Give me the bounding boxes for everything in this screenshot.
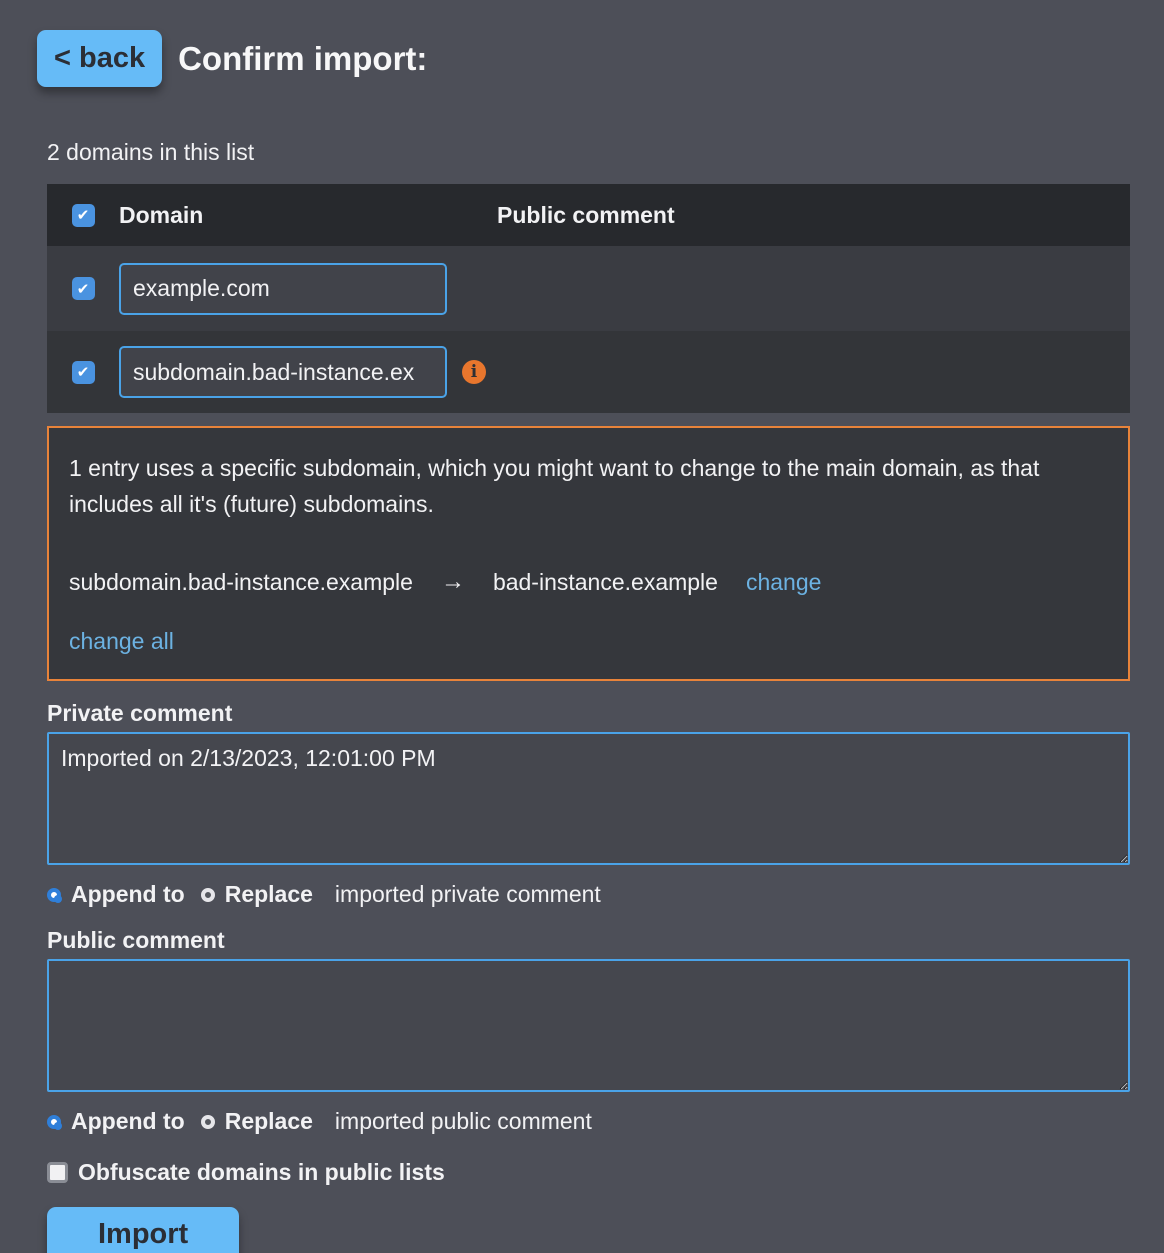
warning-message: 1 entry uses a specific subdomain, which you might want to change to the main domain, as that includes all it's (future) subdomains. — [69, 455, 1040, 517]
subdomain-warning-box — [47, 426, 1130, 681]
replace-radio-label: Replace — [224, 1108, 313, 1134]
table-row — [47, 331, 1130, 413]
arrow-right-icon: → — [440, 568, 465, 595]
import-button[interactable]: Import — [47, 1207, 239, 1253]
row-checkbox[interactable]: ✔ — [72, 361, 95, 384]
private-comment-mode-row — [47, 881, 1130, 908]
radio-group-suffix: imported private comment — [334, 881, 601, 907]
domain-input[interactable] — [119, 346, 447, 398]
domain-change-row — [69, 568, 1108, 596]
public-comment-mode-row — [47, 1108, 1130, 1135]
change-all-link[interactable]: change all — [69, 628, 174, 654]
page-title: Confirm import: — [178, 39, 428, 77]
replace-radio[interactable] — [201, 888, 215, 902]
replace-radio-label: Replace — [224, 881, 313, 907]
domain-input[interactable] — [119, 263, 447, 315]
table-header-row — [47, 184, 1130, 246]
private-comment-label: Private comment — [47, 700, 233, 726]
column-header-public-comment: Public comment — [497, 201, 675, 228]
from-domain: subdomain.bad-instance.example — [69, 568, 413, 595]
domain-count-text: 2 domains in this list — [47, 139, 255, 165]
column-header-domain: Domain — [119, 201, 204, 228]
private-comment-textarea[interactable] — [47, 732, 1130, 865]
radio-group-suffix: imported public comment — [334, 1108, 592, 1134]
change-link[interactable]: change — [745, 568, 822, 595]
append-radio-label: Append to — [71, 1108, 185, 1134]
obfuscate-row — [47, 1159, 1130, 1186]
public-comment-textarea[interactable] — [47, 959, 1130, 1092]
info-icon[interactable]: i — [462, 360, 486, 384]
append-radio[interactable] — [47, 1115, 61, 1129]
replace-radio[interactable] — [201, 1115, 215, 1129]
obfuscate-checkbox[interactable] — [47, 1162, 68, 1183]
select-all-checkbox[interactable]: ✔ — [72, 204, 95, 227]
domain-table — [47, 184, 1130, 413]
public-comment-label: Public comment — [47, 927, 225, 953]
obfuscate-label: Obfuscate domains in public lists — [78, 1159, 445, 1185]
append-radio[interactable] — [47, 888, 61, 902]
back-button[interactable]: < back — [37, 30, 162, 87]
append-radio-label: Append to — [71, 881, 185, 907]
row-checkbox[interactable]: ✔ — [72, 277, 95, 300]
table-row — [47, 246, 1130, 331]
to-domain: bad-instance.example — [492, 568, 718, 595]
page-header — [37, 30, 1130, 87]
